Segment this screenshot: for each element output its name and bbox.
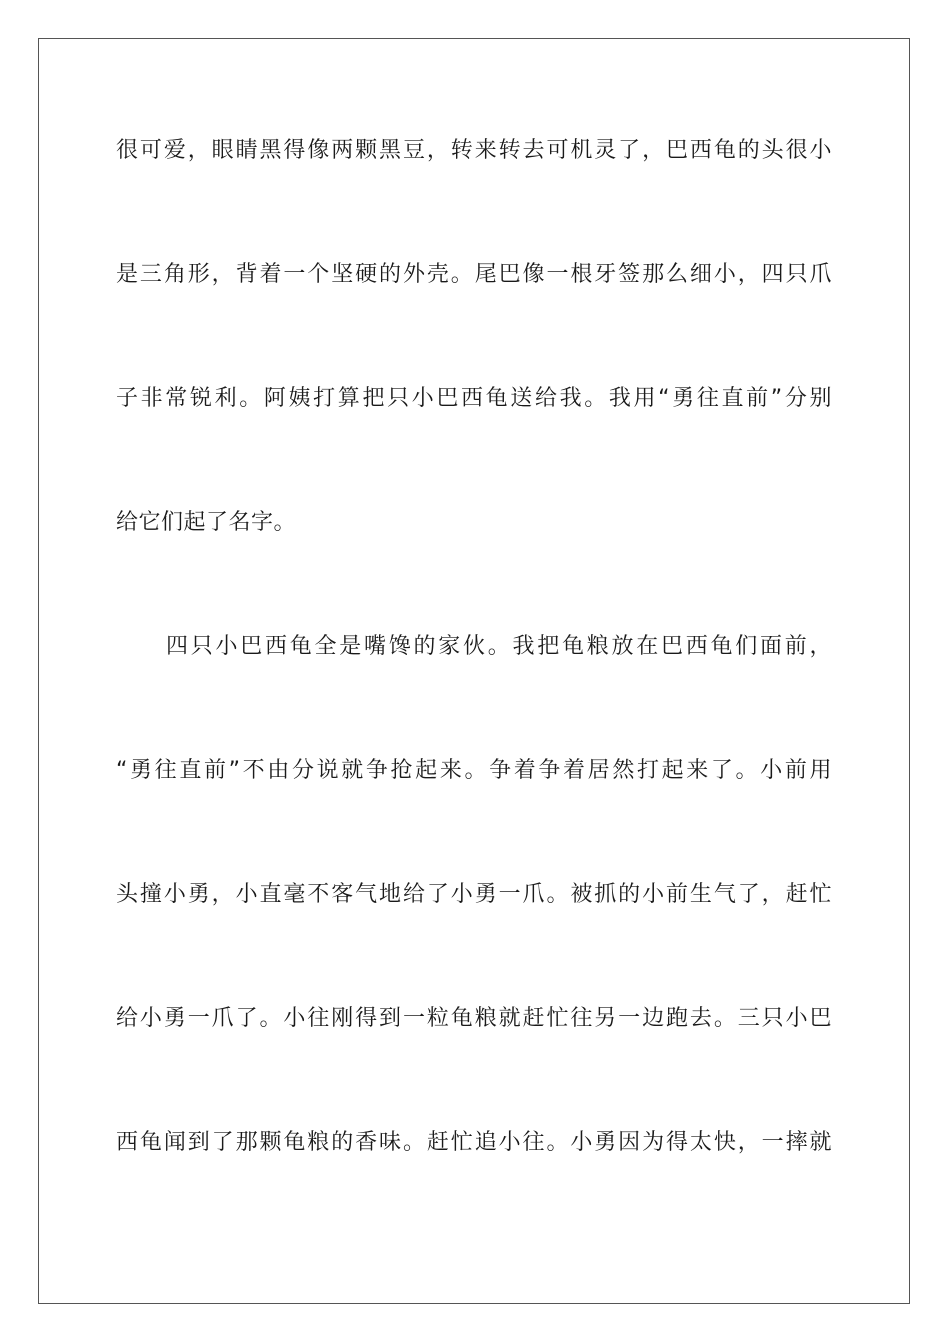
text-line: 西龟闻到了那颗龟粮的香味。赶忙追小往。小勇因为得太快，一摔就 — [116, 1130, 832, 1155]
text-line: 给小勇一爪了。小往刚得到一粒龟粮就赶忙往另一边跑去。三只小巴 — [116, 1006, 832, 1031]
text-line: 很可爱，眼睛黑得像两颗黑豆，转来转去可机灵了，巴西龟的头很小 — [116, 138, 832, 163]
paragraph-first-line: 四只小巴西龟全是嘴馋的家伙。我把龟粮放在巴西龟们面前， — [166, 634, 832, 659]
text-line: 给它们起了名字。 — [116, 510, 297, 535]
text-line: “勇往直前”不由分说就争抢起来。争着争着居然打起来了。小前用 — [116, 758, 832, 783]
text-line: 是三角形，背着一个坚硬的外壳。尾巴像一根牙签那么细小，四只爪 — [116, 262, 832, 287]
text-line: 头撞小勇，小直毫不客气地给了小勇一爪。被抓的小前生气了，赶忙 — [116, 882, 832, 907]
text-line: 子非常锐利。阿姨打算把只小巴西龟送给我。我用“勇往直前”分别 — [116, 386, 832, 411]
page-border — [38, 38, 910, 1304]
